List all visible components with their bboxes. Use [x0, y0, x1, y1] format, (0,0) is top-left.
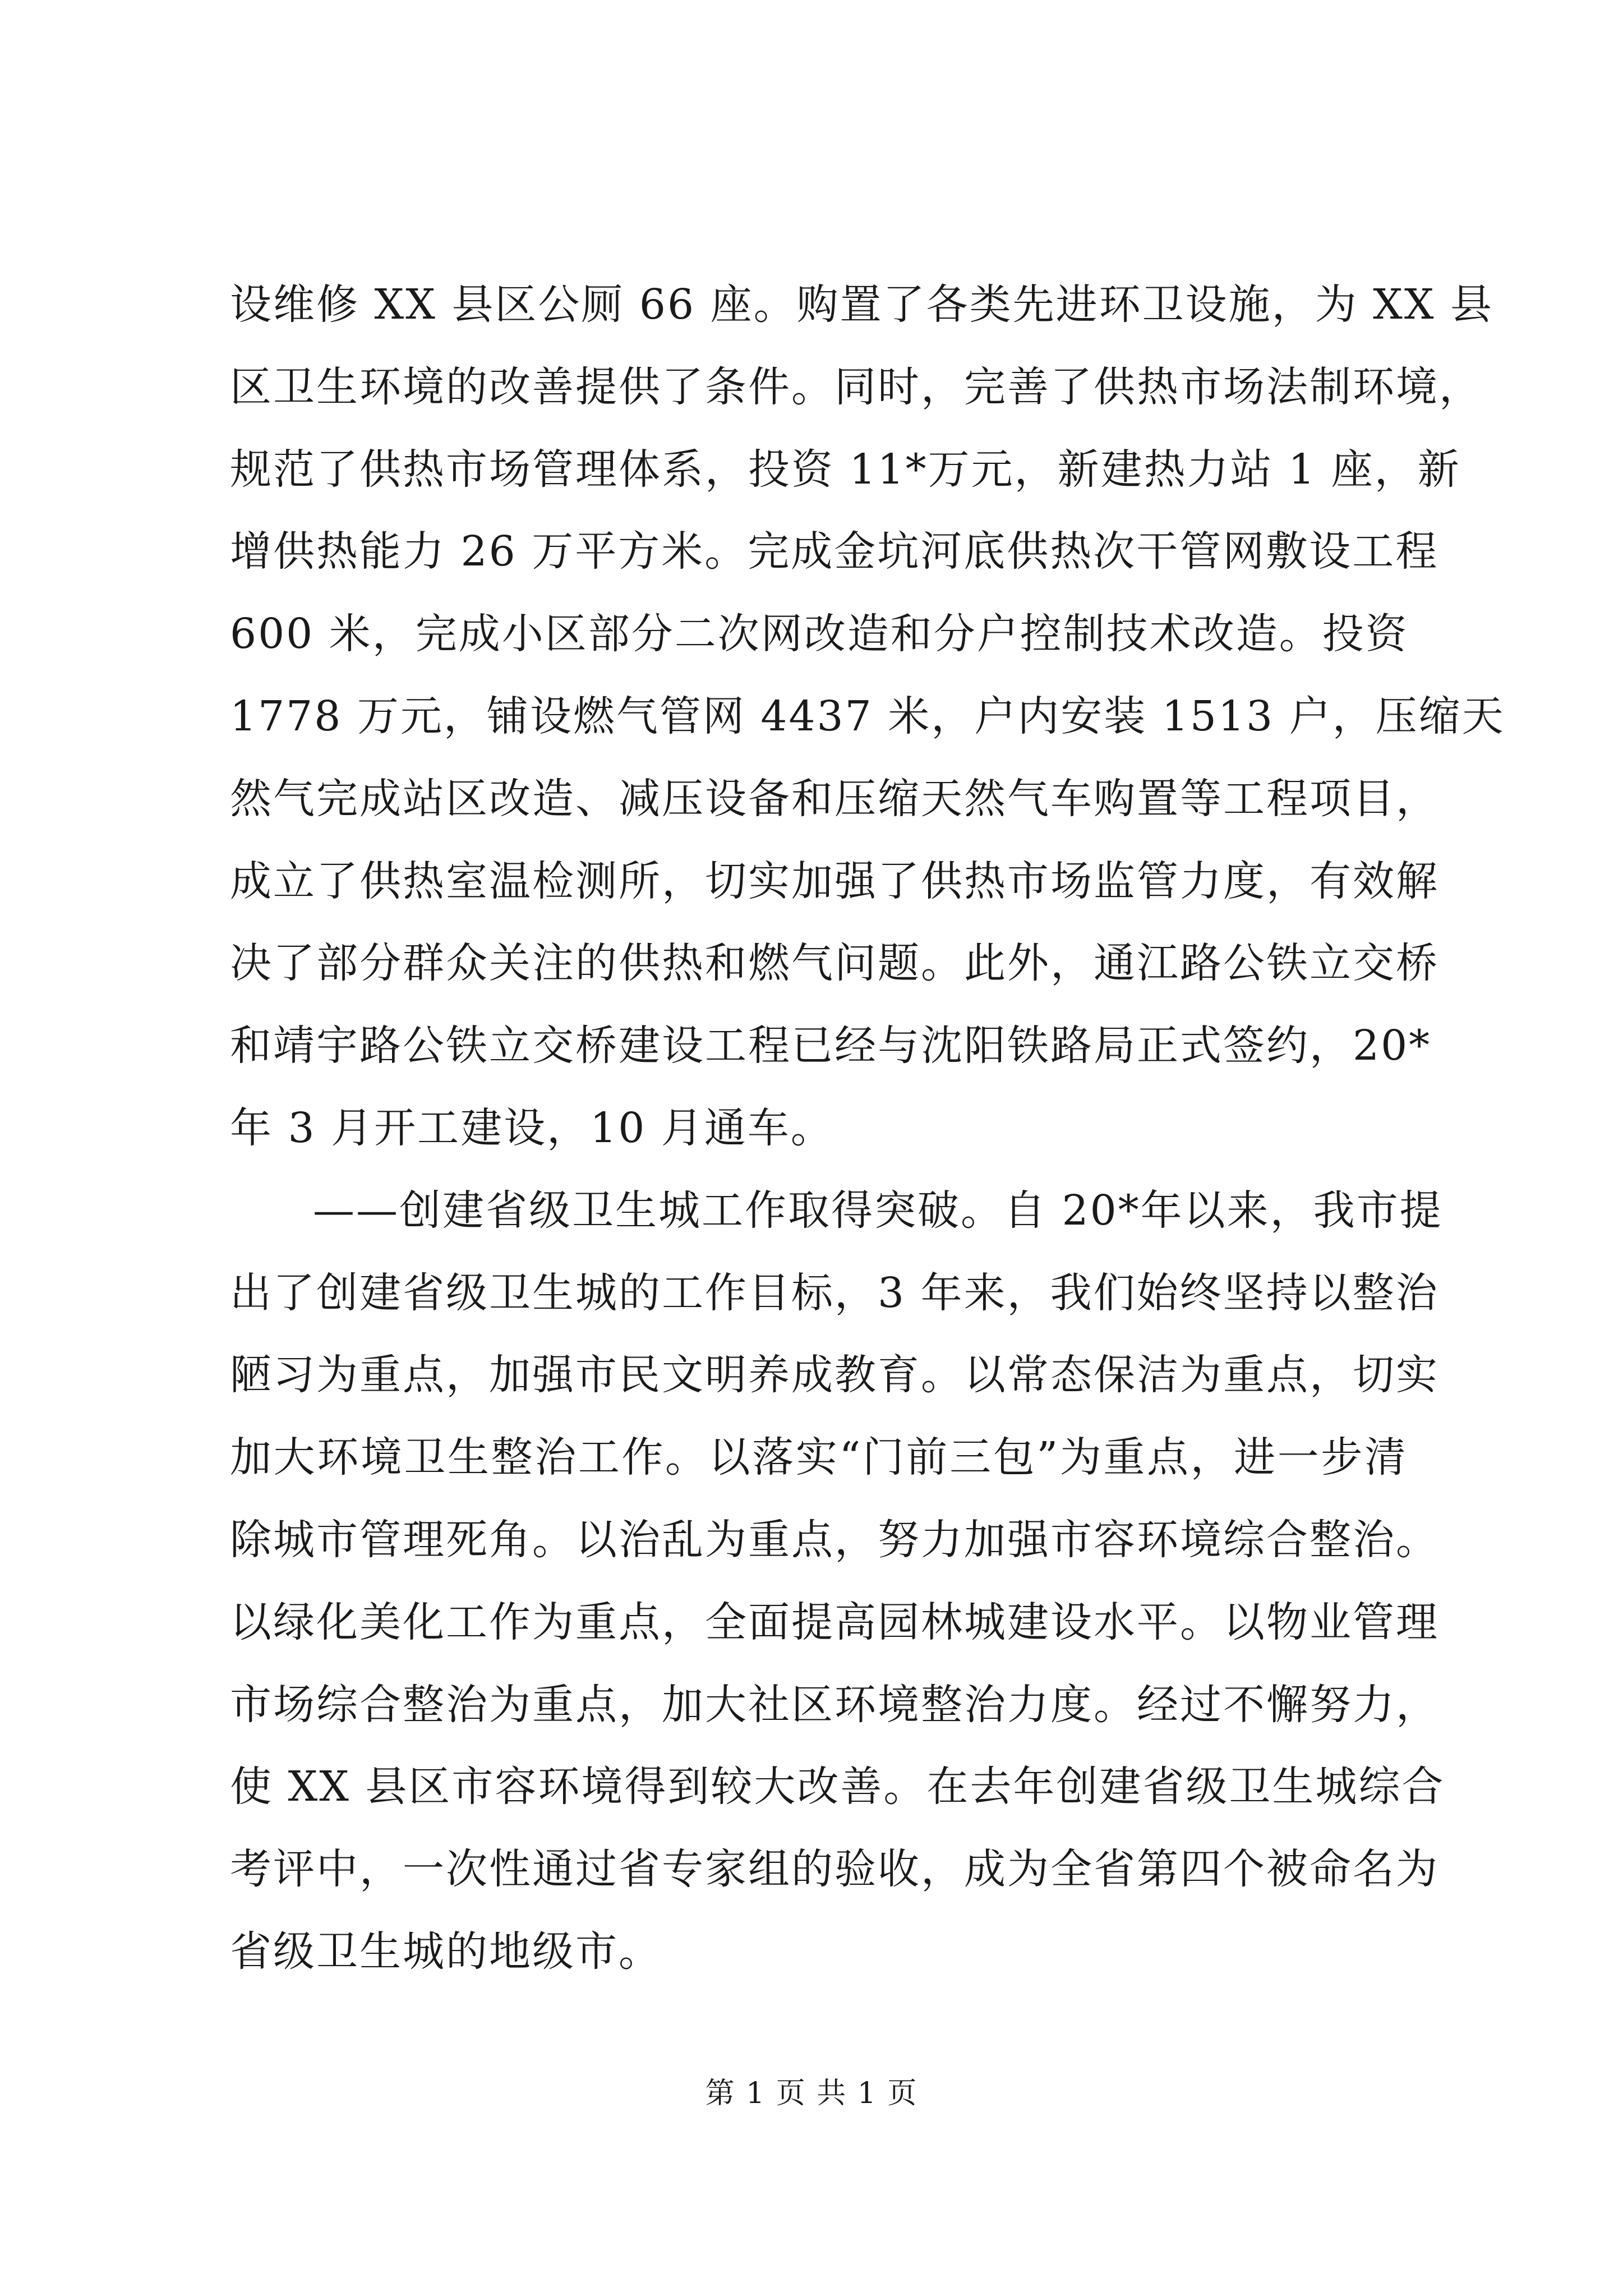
text-line: 成立了供热室温检测所，切实加强了供热市场监管力度，有效解 — [230, 857, 1439, 905]
text-line: 考评中，一次性通过省专家组的验收，成为全省第四个被命名为 — [230, 1845, 1439, 1894]
text-line: 以绿化美化工作为重点，全面提高园林城建设水平。以物业管理 — [230, 1598, 1439, 1646]
text-line: 和靖宇路公铁立交桥建设工程已经与沈阳铁路局正式签约，20* — [230, 1022, 1432, 1070]
text-line: 年 3 月开工建设，10 月通车。 — [230, 1103, 834, 1152]
text-line: 除城市管理死角。以治乱为重点，努力加强市容环境综合整治。 — [230, 1515, 1439, 1564]
text-line: 决了部分群众关注的供热和燃气问题。此外，通江路公铁立交桥 — [230, 939, 1439, 988]
text-line: 规范了供热市场管理体系，投资 11*万元，新建热力站 1 座，新 — [230, 445, 1461, 494]
text-line: 陋习为重点，加强市民文明养成教育。以常态保洁为重点，切实 — [230, 1351, 1439, 1400]
text-line: 1778 万元，铺设燃气管网 4437 米，户内安装 1513 户，压缩天 — [230, 692, 1505, 740]
text-line: 增供热能力 26 万平方米。完成金坑河底供热次干管网敷设工程 — [230, 527, 1439, 576]
paragraph — [230, 1170, 1445, 1993]
text-line: 出了创建省级卫生城的工作目标，3 年来，我们始终坚持以整治 — [230, 1268, 1439, 1317]
text-line: 600 米，完成小区部分二次网改造和分户控制技术改造。投资 — [230, 610, 1409, 659]
text-line: 加大环境卫生整治工作。以落实“门前三包”为重点，进一步清 — [230, 1433, 1408, 1482]
text-line: 使 XX 县区市容环境得到较大改善。在去年创建省级卫生城综合 — [230, 1763, 1445, 1811]
text-line: ——创建省级卫生城工作取得突破。自 20*年以来，我市提 — [313, 1186, 1443, 1235]
text-line: 区卫生环境的改善提供了条件。同时，完善了供热市场法制环境， — [230, 362, 1482, 411]
page-footer: 第 1 页 共 1 页 — [705, 2077, 918, 2110]
text-line: 省级卫生城的地级市。 — [230, 1927, 662, 1976]
text-line: 然气完成站区改造、减压设备和压缩天然气车购置等工程项目， — [230, 774, 1439, 823]
text-line: 市场综合整治为重点，加大社区环境整治力度。经过不懈努力， — [230, 1680, 1439, 1729]
paragraph — [230, 264, 1505, 1170]
document-body — [230, 264, 1505, 1993]
text-line: 设维修 XX 县区公厕 66 座。购置了各类先进环卫设施，为 XX 县 — [230, 280, 1494, 329]
